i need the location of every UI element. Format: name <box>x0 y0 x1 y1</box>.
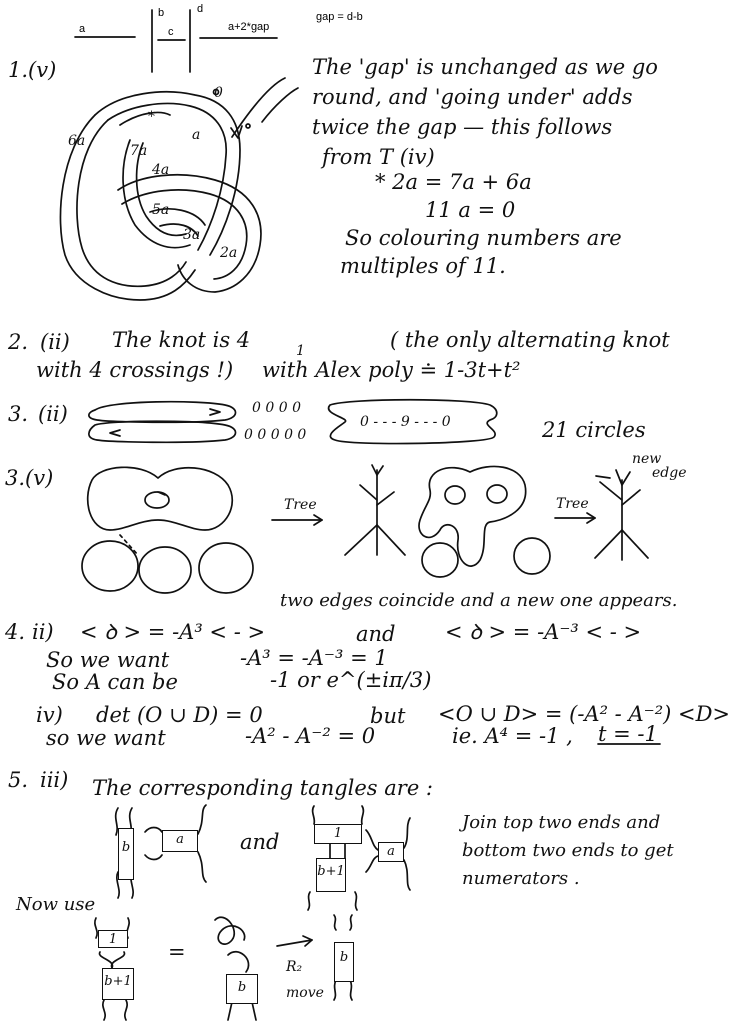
header-label-c: c <box>168 26 174 38</box>
q2-part: (ii) <box>40 330 70 354</box>
q2-line-1a: The knot is 4 <box>112 328 251 352</box>
q4-so-3b: -A² - A⁻² = 0 <box>245 724 376 748</box>
q3ii-part: (ii) <box>38 402 68 426</box>
q4-t-equals: t = -1 <box>598 722 658 746</box>
q4-and: and <box>356 622 396 646</box>
header-gap-diagram <box>75 7 277 72</box>
q1-line-3: twice the gap — this follows <box>312 115 613 139</box>
knot-label-4a: 4a <box>152 162 170 178</box>
q3ii-inner: 0 - - - 9 - - - 0 <box>360 414 451 430</box>
q5-join-2: bottom two ends to get <box>462 840 674 861</box>
q3v-tree-label-2: Tree <box>556 496 589 512</box>
q5-nowuse-box-b: b <box>226 974 258 1004</box>
header-gap-definition: gap = d-b <box>316 11 363 23</box>
q3ii-dots-bottom: 0 0 0 0 0 <box>244 427 307 443</box>
q5-tangle-box-a2: a <box>378 842 404 862</box>
q4-bracket: <O ∪ D> = (-A² - A⁻²) <D> <box>438 702 730 726</box>
q5-tangle-box-1: 1 <box>314 824 362 844</box>
q5-nowuse-box-b1: b+1 <box>102 968 134 1000</box>
q3ii-result: 21 circles <box>542 418 646 442</box>
knot-label-0: 0 <box>214 85 223 101</box>
q4-det: det (O ∪ D) = 0 <box>96 703 263 727</box>
knot-diagram <box>60 78 298 300</box>
q2-line-1c: ( the only alternating knot <box>390 328 670 352</box>
q4-so-1b: -A³ = -A⁻³ = 1 <box>240 646 388 670</box>
q5-and: and <box>240 830 280 854</box>
header-label-a: a <box>79 23 86 35</box>
q4-so-2a: So A can be <box>52 670 178 694</box>
q5-nowuse-box-1: 1 <box>98 930 128 948</box>
q5-now-use: Now use <box>16 894 96 915</box>
knot-label-a: a <box>192 127 201 143</box>
knot-label-2a: 2a <box>220 245 238 261</box>
q1-conclusion-2: multiples of 11. <box>340 254 506 278</box>
q4-so-3a: so we want <box>46 726 166 750</box>
q4-so-1a: So we want <box>46 648 170 672</box>
knot-label-star: * <box>148 109 155 125</box>
q4-part-iv: iv) <box>36 703 63 727</box>
q5-intro: The corresponding tangles are : <box>92 776 433 800</box>
q1-equation-1: * 2a = 7a + 6a <box>375 170 532 194</box>
q3ii-number: 3. <box>8 402 29 426</box>
header-label-b: b <box>158 7 165 19</box>
q5-join-1: Join top two ends and <box>462 812 661 833</box>
q5-part: iii) <box>40 768 69 792</box>
q3v-new-edge-1: new <box>632 451 662 467</box>
q5-number: 5. <box>8 768 29 792</box>
q1-number: 1.(v) <box>8 58 57 82</box>
header-label-a2gap: a+2*gap <box>228 21 270 33</box>
q2-line-2a: with 4 crossings !) <box>36 358 234 382</box>
q3v-diagrams <box>82 465 648 593</box>
q1-line-2: round, and 'going under' adds <box>312 85 633 109</box>
q4-but: but <box>370 704 406 728</box>
q5-nowuse-box-b2: b <box>334 942 354 982</box>
q2-subscript: 1 <box>296 343 305 359</box>
knot-label-5a: 5a <box>152 202 170 218</box>
q1-line-4: from T (iv) <box>322 145 435 169</box>
q1-conclusion-1: So colouring numbers are <box>345 226 622 250</box>
q5-equals: = <box>168 940 186 964</box>
q1-equation-2: 11 a = 0 <box>425 198 516 222</box>
q4-eq-ii: < ꝺ > = -A³ < - > <box>80 620 266 644</box>
q3v-new-edge-2: edge <box>652 465 687 481</box>
q2-line-2b: with Alex poly ≐ 1-3t+t² <box>262 358 521 382</box>
knot-label-7a: 7a <box>130 143 148 159</box>
q5-r2: R₂ <box>286 959 303 975</box>
header-label-d: d <box>197 3 204 15</box>
q4-eq-ii-b: < ꝺ > = -A⁻³ < - > <box>445 620 642 644</box>
q5-tangle-box-a: a <box>162 830 198 852</box>
q5-move: move <box>286 985 324 1001</box>
q1-line-1: The 'gap' is unchanged as we go <box>312 55 658 79</box>
q3v-number: 3.(v) <box>5 466 54 490</box>
q3v-tree-label-1: Tree <box>284 497 317 513</box>
q4-so-2b: -1 or e^(±iπ/3) <box>270 668 432 692</box>
q5-tangle-box-b1: b+1 <box>316 858 346 892</box>
q5-tangle-box-b: b <box>118 828 134 880</box>
q4-number: 4. <box>5 620 26 644</box>
q4-part-ii: ii) <box>32 620 54 644</box>
knot-label-3a: 3a <box>183 227 201 243</box>
q2-number: 2. <box>8 330 29 354</box>
q5-join-3: numerators . <box>462 868 580 889</box>
q3v-caption: two edges coincide and a new one appears. <box>280 590 678 611</box>
q4-ie: ie. A⁴ = -1 , <box>452 724 573 748</box>
knot-label-6a: 6a <box>68 133 86 149</box>
q3ii-dots-top: 0 0 0 0 <box>252 400 301 416</box>
